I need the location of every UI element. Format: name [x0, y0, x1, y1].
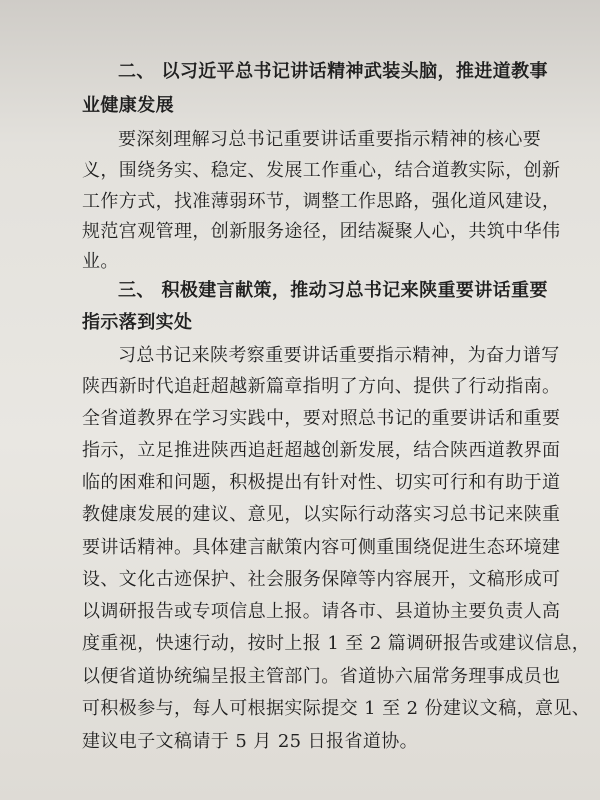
section-3-paragraph-line-4: 指示，立足推进陕西追赶超越创新发展，结合陕西道教界面: [82, 440, 561, 461]
section-2-paragraph-line-4: 规范宫观管理，创新服务途径，团结凝聚人心，共筑中华伟: [82, 221, 561, 242]
section-3-paragraph-line-10: 度重视，快速行动，按时上报 1 至 2 篇调研报告或建议信息，: [82, 633, 591, 654]
section-3-paragraph-line-5: 临的困难和问题，积极提出有针对性、切实可行和有助于道: [82, 472, 561, 493]
section-2-heading-line-2: 业健康发展: [82, 95, 174, 116]
section-3-paragraph-line-3: 全省道教界在学习实践中，要对照总书记的重要讲话和重要: [82, 408, 561, 429]
section-3-paragraph-line-13: 建议电子文稿请于 5 月 25 日报省道协。: [82, 731, 419, 752]
section-3-paragraph-line-7: 要讲话精神。具体建言献策内容可侧重围绕促进生态环境建: [82, 537, 561, 558]
section-2-paragraph-line-2: 义，围绕务实、稳定、发展工作重心，结合道教实际，创新: [82, 160, 561, 181]
section-2-heading-line-1: 二、 以习近平总书记讲话精神武装头脑，推进道教事: [118, 61, 548, 82]
section-3-heading-line-2: 指示落到实处: [82, 312, 193, 333]
section-3-heading-line-1: 三、 积极建言献策，推动习总书记来陕重要讲话重要: [118, 280, 548, 301]
section-3-paragraph-line-6: 教健康发展的建议、意见，以实际行动落实习总书记来陕重: [82, 504, 561, 525]
section-3-paragraph-line-12: 可积极参与，每人可根据实际提交 1 至 2 份建议文稿，意见、: [82, 698, 591, 719]
section-3-paragraph-line-11: 以便省道协统编呈报主管部门。省道协六届常务理事成员也: [82, 666, 561, 687]
section-2-paragraph-line-1: 要深刻理解习总书记重要讲话重要指示精神的核心要: [118, 129, 542, 150]
section-3-paragraph-line-8: 设、文化古迹保护、社会服务保障等内容展开，文稿形成可: [82, 569, 561, 590]
section-3-paragraph-line-9: 以调研报告或专项信息上报。请各市、县道协主要负责人高: [82, 601, 561, 622]
section-3-paragraph-line-1: 习总书记来陕考察重要讲话重要指示精神，为奋力谱写: [118, 345, 560, 366]
section-3-paragraph-line-2: 陕西新时代追赶超越新篇章指明了方向、提供了行动指南。: [82, 376, 561, 397]
section-2-paragraph-line-5: 业。: [82, 251, 119, 272]
section-2-paragraph-line-3: 工作方式，找准薄弱环节，调整工作思路，强化道风建设，: [82, 191, 561, 212]
